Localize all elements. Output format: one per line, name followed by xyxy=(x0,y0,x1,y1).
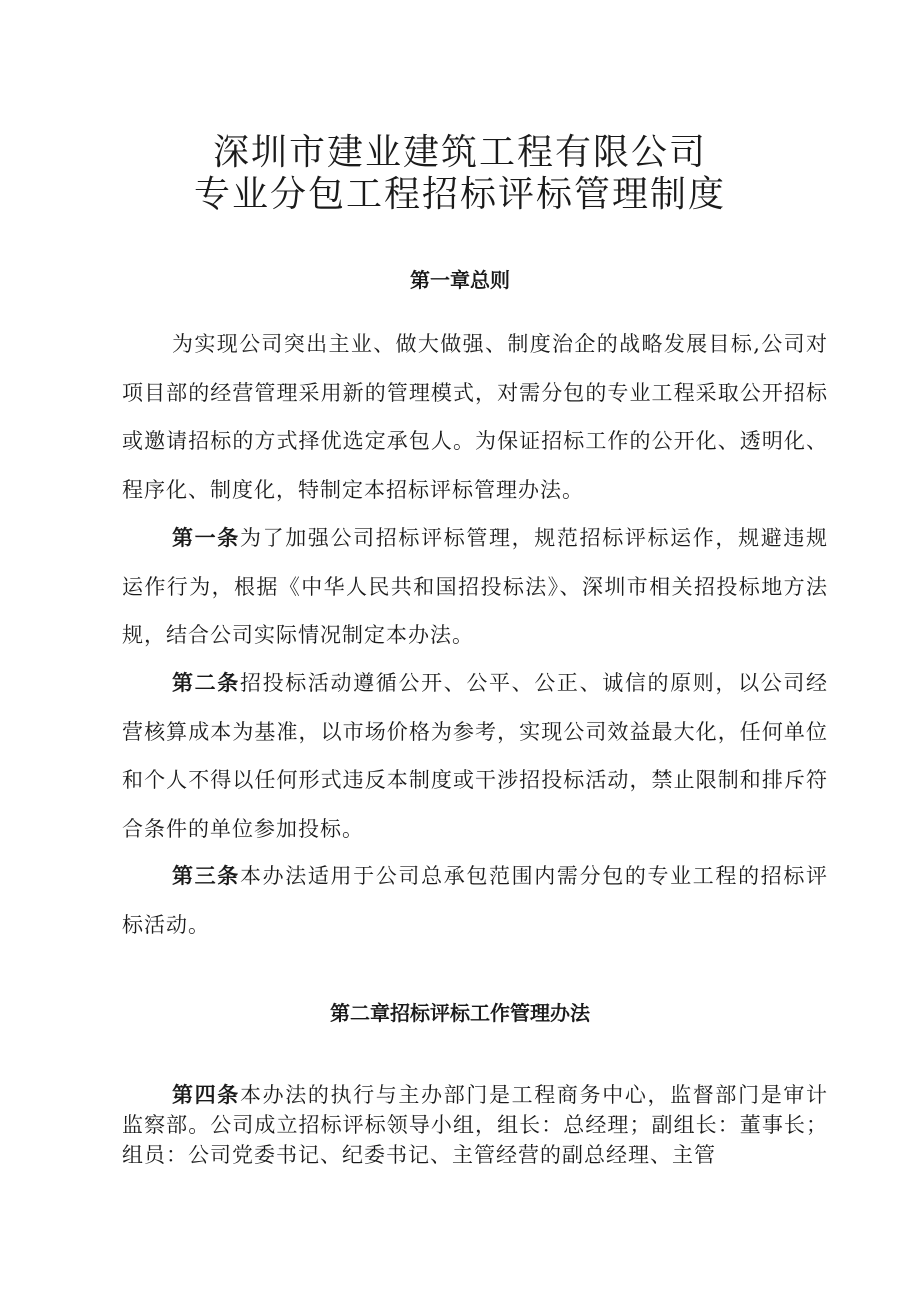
article-1-paragraph xyxy=(122,514,828,660)
article-2-label: 第二条 xyxy=(172,671,240,695)
chapter1-heading: 第一章总则 xyxy=(410,268,510,292)
article-1-label: 第一条 xyxy=(172,526,240,550)
chapter2-heading: 第二章招标评标工作管理办法 xyxy=(330,1001,590,1025)
article-4-label: 第四条 xyxy=(172,1083,240,1107)
article-3-paragraph xyxy=(122,852,828,949)
article-1-text: 为了加强公司招标评标管理，规范招标评标运作，规避违规运作行为，根据《中华人民共和国招投标法》、深圳市相关招投标地方法规，结合公司实际情况制定本办法。 xyxy=(122,526,829,647)
article-3-text: 本办法适用于公司总承包范围内需分包的专业工程的招标评标活动。 xyxy=(122,864,829,937)
chapter1-intro-paragraph: 为实现公司突出主业、做大做强、制度治企的战略发展目标,公司对项目部的经营管理采用新的管理模式，对需分包的专业工程采取公开招标或邀请招标的方式择优选定承包人。为保证招标工作的公开化、透明化、程序化、制度化，特制定本招标评标管理办法。 xyxy=(122,332,828,502)
article-3-label: 第三条 xyxy=(172,864,240,888)
document-title-line1: 深圳市建业建筑工程有限公司 xyxy=(212,132,707,173)
article-4-text: 本办法的执行与主办部门是工程商务中心，监督部门是审计监察部。公司成立招标评标领导小组，组长：总经理；副组长：董事长；组员：公司党委书记、纪委书记、主管经营的副总经理、主管 xyxy=(122,1083,829,1167)
document-title-line2: 专业分包工程招标评标管理制度 xyxy=(193,174,726,215)
article-2-text: 招投标活动遵循公开、公平、公正、诚信的原则，以公司经营核算成本为基准，以市场价格为参考，实现公司效益最大化，任何单位和个人不得以任何形式违反本制度或干涉招投标活动，禁止限制和排斥符合条件的单位参加投标。 xyxy=(122,671,829,841)
article-4-paragraph xyxy=(122,1080,828,1170)
article-2-paragraph xyxy=(122,659,828,853)
